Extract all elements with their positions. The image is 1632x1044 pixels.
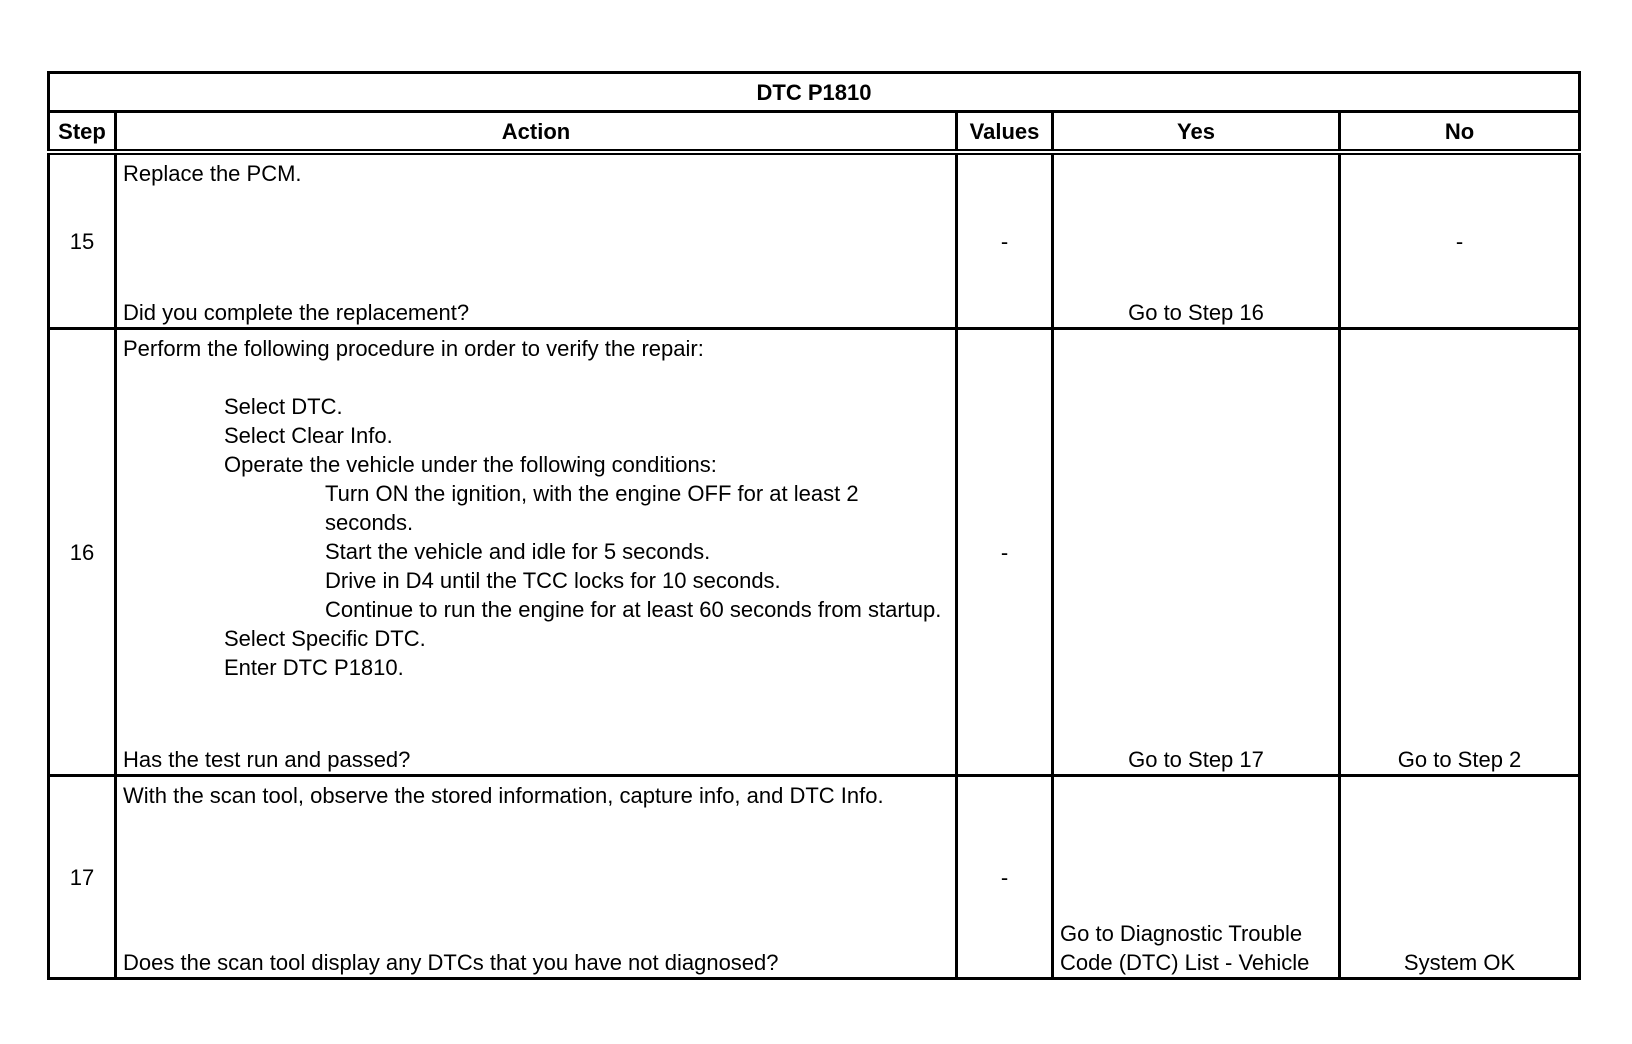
action-text: With the scan tool, observe the stored information, capture info, and DTC Info. bbox=[123, 783, 884, 808]
procedure-step: Select Specific DTC. bbox=[224, 626, 426, 651]
action-question: Did you complete the replacement? bbox=[123, 300, 470, 325]
action-question: Does the scan tool display any DTCs that you have not diagnosed? bbox=[123, 950, 779, 975]
values-cell: - bbox=[957, 152, 1053, 329]
step-number: 17 bbox=[49, 776, 116, 979]
yes-cell: Go to Step 17 bbox=[1053, 329, 1340, 776]
no-cell: Go to Step 2 bbox=[1340, 329, 1580, 776]
header-yes: Yes bbox=[1053, 112, 1340, 153]
header-values: Values bbox=[957, 112, 1053, 153]
table-row bbox=[49, 152, 1580, 329]
procedure-substep: Drive in D4 until the TCC locks for 10 seconds. bbox=[325, 568, 781, 593]
step-number: 16 bbox=[49, 329, 116, 776]
action-cell bbox=[116, 329, 957, 776]
values-cell: - bbox=[957, 776, 1053, 979]
action-cell bbox=[116, 152, 957, 329]
procedure-step: Select DTC. bbox=[224, 394, 343, 419]
header-action: Action bbox=[116, 112, 957, 153]
action-cell bbox=[116, 776, 957, 979]
procedure-substep: Turn ON the ignition, with the engine OFF for at least 2 seconds. bbox=[325, 481, 859, 535]
no-cell: - bbox=[1340, 152, 1580, 329]
header-step: Step bbox=[49, 112, 116, 153]
table-row bbox=[49, 776, 1580, 979]
action-question: Has the test run and passed? bbox=[123, 747, 411, 772]
step-number: 15 bbox=[49, 152, 116, 329]
action-text: Replace the PCM. bbox=[123, 161, 302, 186]
procedure-step: Select Clear Info. bbox=[224, 423, 393, 448]
procedure-substep: Continue to run the engine for at least 60 seconds from startup. bbox=[325, 597, 942, 622]
yes-cell: Go to Diagnostic Trouble Code (DTC) List - Vehicle bbox=[1053, 776, 1340, 979]
table-row bbox=[49, 329, 1580, 776]
header-no: No bbox=[1340, 112, 1580, 153]
action-text: Perform the following procedure in order to verify the repair: bbox=[123, 336, 704, 361]
yes-cell: Go to Step 16 bbox=[1053, 152, 1340, 329]
table-title: DTC P1810 bbox=[49, 73, 1580, 112]
procedure-substep: Start the vehicle and idle for 5 seconds. bbox=[325, 539, 711, 564]
dtc-table bbox=[47, 71, 1581, 980]
procedure-step: Enter DTC P1810. bbox=[224, 655, 404, 680]
procedure-step: Operate the vehicle under the following conditions: bbox=[224, 452, 717, 477]
no-cell: System OK bbox=[1340, 776, 1580, 979]
values-cell: - bbox=[957, 329, 1053, 776]
